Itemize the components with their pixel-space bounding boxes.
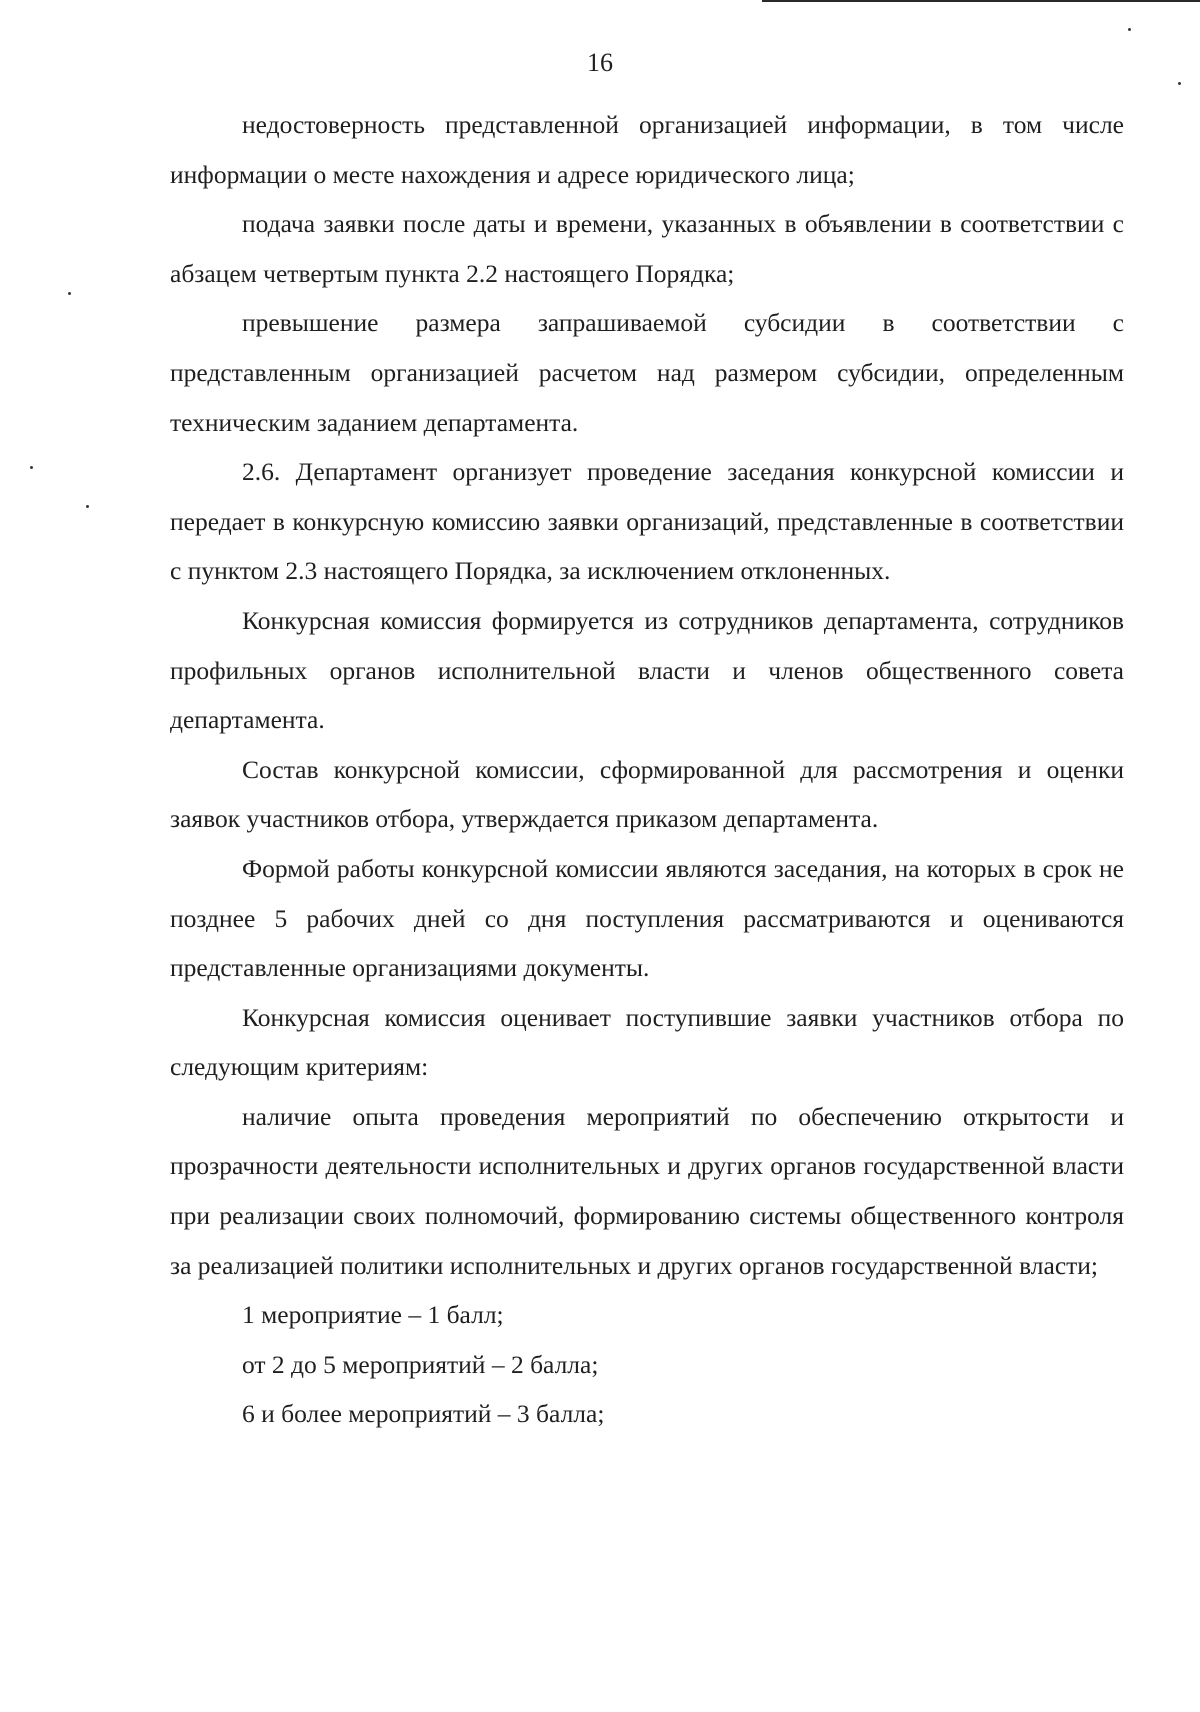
paragraph-5: Конкурсная комиссия формируется из сотрудников департамента, сотрудников профильных органов исполнительной власти и членов общественного совета департамента. (170, 605, 1124, 735)
scan-speck (30, 466, 33, 469)
paragraph-9: наличие опыта проведения мероприятий по обеспечению открытости и прозрачности деятельности исполнительных и других органов государственной власти при реализации своих полномочий, формированию системы общественного контроля за реализацией политики исполнительных и других органов государственной власти; (170, 1101, 1124, 1280)
list-item-score-1: 1 мероприятие – 1 балл; (242, 1300, 504, 1330)
scan-speck (86, 505, 89, 508)
page-number: 16 (587, 48, 613, 77)
top-edge-rule (762, 0, 1200, 2)
paragraph-7: Формой работы конкурсной комиссии являются заседания, на которых в срок не позднее 5 рабочих дней со дня поступления рассматриваются и оцениваются представленные организациями документы. (170, 853, 1124, 983)
list-item-score-3: 6 и более мероприятий – 3 балла; (242, 1399, 605, 1429)
paragraph-1: недостоверность представленной организацией информации, в том числе информации о месте нахождения и адресе юридического лица; (170, 110, 1124, 189)
document-body (170, 100, 1124, 1439)
paragraph-6: Состав конкурсной комиссии, сформированной для рассмотрения и оценки заявок участников отбора, утверждается приказом департамента. (170, 754, 1124, 834)
paragraph-4: 2.6. Департамент организует проведение заседания конкурсной комиссии и передает в конкурсную комиссию заявки организаций, представленные в соответствии с пунктом 2.3 настоящего Порядка, за исключением отклоненных. (170, 457, 1124, 586)
scan-speck (1178, 82, 1181, 85)
paragraph-3: превышение размера запрашиваемой субсидии в соответствии с представленным организацией расчетом над размером субсидии, определенным техническим заданием департамента. (170, 308, 1124, 437)
paragraph-2: подача заявки после даты и времени, указанных в объявлении в соответствии с абзацем четвертым пункта 2.2 настоящего Порядка; (170, 209, 1124, 288)
scan-speck (1128, 28, 1131, 31)
scan-speck (68, 292, 71, 295)
list-item-score-2: от 2 до 5 мероприятий – 2 балла; (242, 1349, 599, 1379)
paragraph-8: Конкурсная комиссия оценивает поступившие заявки участников отбора по следующим критериям: (170, 1002, 1124, 1082)
